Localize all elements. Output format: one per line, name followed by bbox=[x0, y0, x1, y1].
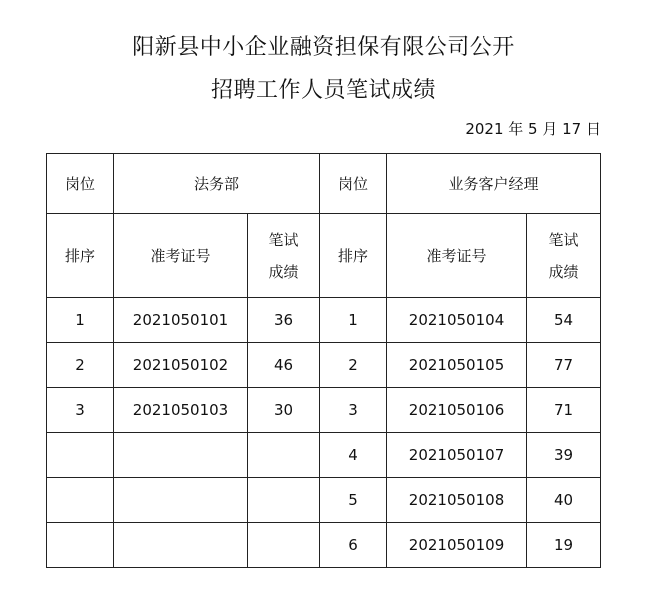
table-row bbox=[47, 433, 601, 478]
left-score-header-text: 笔试成绩 bbox=[268, 230, 299, 281]
right-rank-cell: 5 bbox=[320, 478, 387, 523]
left-rank-cell bbox=[47, 433, 114, 478]
right-id-header: 准考证号 bbox=[387, 214, 527, 298]
left-score-cell bbox=[248, 433, 320, 478]
right-id-cell: 2021050105 bbox=[387, 343, 527, 388]
right-score-cell: 40 bbox=[527, 478, 601, 523]
right-rank-header: 排序 bbox=[320, 214, 387, 298]
left-score-cell: 46 bbox=[248, 343, 320, 388]
right-id-cell: 2021050108 bbox=[387, 478, 527, 523]
right-rank-cell: 3 bbox=[320, 388, 387, 433]
table-column-header-row bbox=[47, 214, 601, 298]
right-rank-cell: 1 bbox=[320, 298, 387, 343]
right-id-cell: 2021050109 bbox=[387, 523, 527, 568]
left-id-cell bbox=[114, 433, 248, 478]
table-row bbox=[47, 478, 601, 523]
document-title-line-1: 阳新县中小企业融资担保有限公司公开 bbox=[132, 35, 515, 60]
left-rank-cell: 3 bbox=[47, 388, 114, 433]
left-rank-cell: 1 bbox=[47, 298, 114, 343]
score-table bbox=[46, 153, 601, 568]
right-position-label: 岗位 bbox=[320, 154, 387, 214]
right-score-header bbox=[527, 214, 601, 298]
left-id-cell: 2021050102 bbox=[114, 343, 248, 388]
table-row bbox=[47, 388, 601, 433]
left-id-header: 准考证号 bbox=[114, 214, 248, 298]
right-score-header-text: 笔试成绩 bbox=[548, 230, 579, 281]
left-rank-cell bbox=[47, 523, 114, 568]
table-row bbox=[47, 343, 601, 388]
left-score-cell: 36 bbox=[248, 298, 320, 343]
right-score-cell: 77 bbox=[527, 343, 601, 388]
right-score-cell: 19 bbox=[527, 523, 601, 568]
document-date: 2021 年 5 月 17 日 bbox=[465, 120, 601, 138]
right-score-cell: 39 bbox=[527, 433, 601, 478]
document-title-line-2: 招聘工作人员笔试成绩 bbox=[210, 78, 436, 103]
right-rank-cell: 4 bbox=[320, 433, 387, 478]
right-rank-cell: 2 bbox=[320, 343, 387, 388]
right-rank-cell: 6 bbox=[320, 523, 387, 568]
table-header-row bbox=[47, 154, 601, 214]
left-position-name: 法务部 bbox=[114, 154, 320, 214]
right-id-cell: 2021050104 bbox=[387, 298, 527, 343]
left-rank-cell: 2 bbox=[47, 343, 114, 388]
right-id-cell: 2021050106 bbox=[387, 388, 527, 433]
table-row bbox=[47, 298, 601, 343]
right-score-cell: 71 bbox=[527, 388, 601, 433]
right-id-cell: 2021050107 bbox=[387, 433, 527, 478]
right-score-cell: 54 bbox=[527, 298, 601, 343]
left-score-cell: 30 bbox=[248, 388, 320, 433]
left-rank-header: 排序 bbox=[47, 214, 114, 298]
left-id-cell: 2021050101 bbox=[114, 298, 248, 343]
left-id-cell bbox=[114, 478, 248, 523]
table-row bbox=[47, 523, 601, 568]
left-score-cell bbox=[248, 523, 320, 568]
right-position-name: 业务客户经理 bbox=[387, 154, 601, 214]
left-score-cell bbox=[248, 478, 320, 523]
left-id-cell: 2021050103 bbox=[114, 388, 248, 433]
left-position-label: 岗位 bbox=[47, 154, 114, 214]
left-rank-cell bbox=[47, 478, 114, 523]
left-id-cell bbox=[114, 523, 248, 568]
left-score-header bbox=[248, 214, 320, 298]
